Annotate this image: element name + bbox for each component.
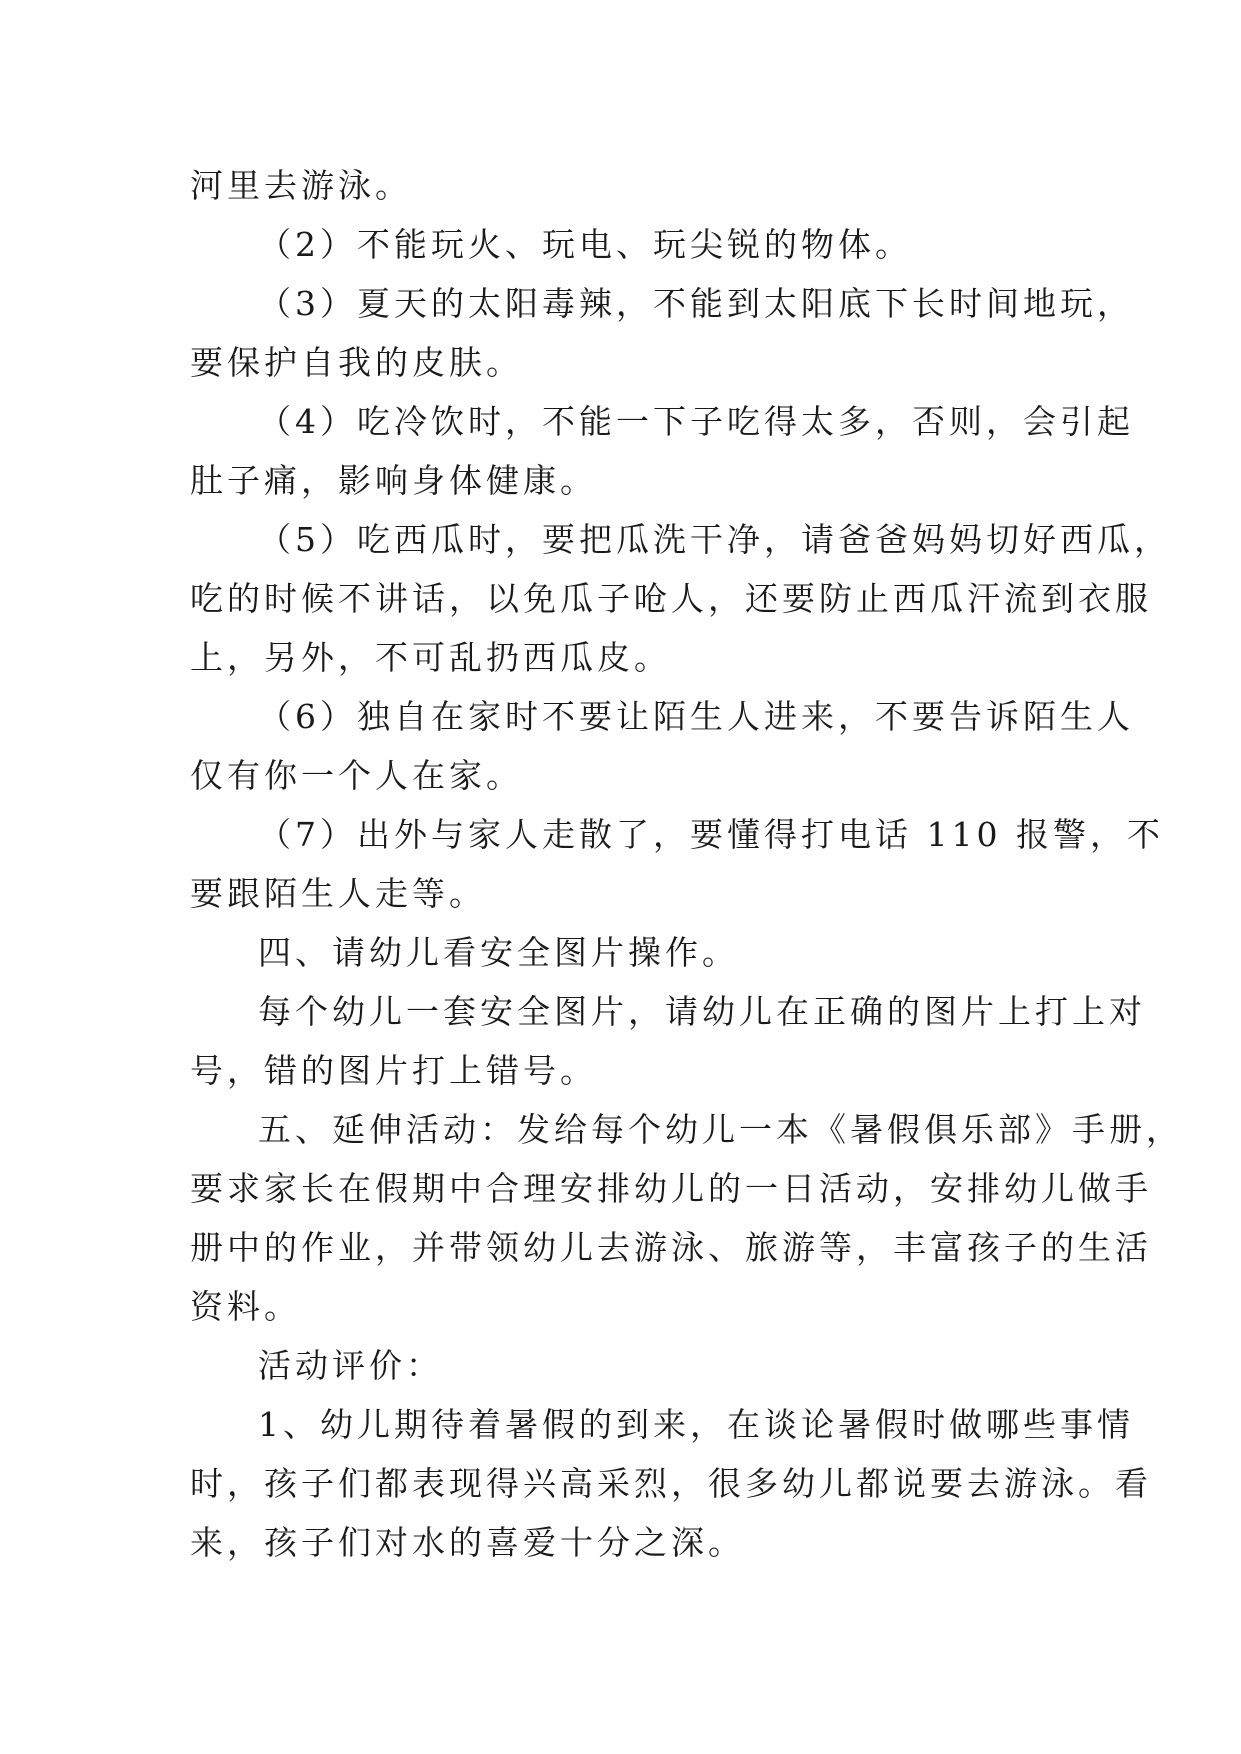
text-line: 资料。 <box>190 1287 301 1326</box>
text-line: 每个幼儿一套安全图片，请幼儿在正确的图片上打上对 <box>258 992 1146 1031</box>
text-line: 时，孩子们都表现得兴高采烈，很多幼儿都说要去游泳。看 <box>190 1464 1152 1503</box>
text-line: 要求家长在假期中合理安排幼儿的一日活动，安排幼儿做手 <box>190 1169 1152 1208</box>
text-line: 要跟陌生人走等。 <box>190 874 486 913</box>
text-line: 上，另外，不可乱扔西瓜皮。 <box>190 638 671 677</box>
text-line: 五、延伸活动：发给每个幼儿一本《暑假俱乐部》手册， <box>258 1110 1183 1149</box>
text-line: （6）独自在家时不要让陌生人进来，不要告诉陌生人 <box>258 697 1134 736</box>
text-line: 仅有你一个人在家。 <box>190 756 523 795</box>
text-line: （3）夏天的太阳毒辣，不能到太阳底下长时间地玩， <box>258 284 1134 323</box>
text-line: 册中的作业，并带领幼儿去游泳、旅游等，丰富孩子的生活 <box>190 1228 1152 1267</box>
text-line: （4）吃冷饮时，不能一下子吃得太多，否则，会引起 <box>258 402 1134 441</box>
document-body <box>190 156 1183 1572</box>
text-line: 四、请幼儿看安全图片操作。 <box>258 933 739 972</box>
text-line: 肚子痛，影响身体健康。 <box>190 461 597 500</box>
text-line: 要保护自我的皮肤。 <box>190 343 523 382</box>
text-line: 吃的时候不讲话，以免瓜子呛人，还要防止西瓜汗流到衣服 <box>190 579 1152 618</box>
text-line: 河里去游泳。 <box>190 166 412 205</box>
text-line: （7）出外与家人走散了，要懂得打电话 110 报警，不 <box>258 815 1164 854</box>
text-line: 1、幼儿期待着暑假的到来，在谈论暑假时做哪些事情 <box>258 1405 1134 1444</box>
text-line: 号，错的图片打上错号。 <box>190 1051 597 1090</box>
text-line: 活动评价： <box>258 1346 443 1385</box>
text-line: （2）不能玩火、玩电、玩尖锐的物体。 <box>258 225 912 264</box>
text-line: 来，孩子们对水的喜爱十分之深。 <box>190 1523 745 1562</box>
text-line: （5）吃西瓜时，要把瓜洗干净，请爸爸妈妈切好西瓜， <box>258 520 1171 559</box>
